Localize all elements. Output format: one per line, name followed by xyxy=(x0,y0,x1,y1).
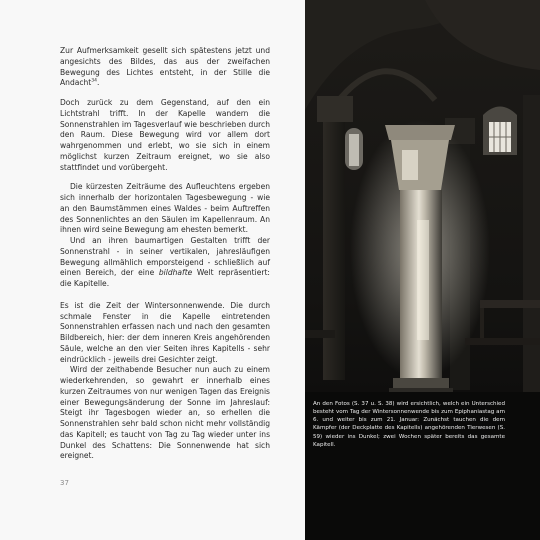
paragraph: Wird der zeithabende Besucher nun auch zu einem wiederkehrenden, so gewahrt er innerhalb eines kurzen Zeitraumes von nur wenigen Tagen das Ereignis einer Bewegungsänderung der Sonne im Jahreslauf: Steigt ihr Tagesbogen wieder an, so erhellen die Sonnenstrahlen sehr bald schon nicht mehr vollständig das Kapitell; es taucht von Tag zu Tag wieder unter ins Dunkel des Schattens: Die Sonnenwende hat sich ereignet. xyxy=(60,365,270,461)
chapel-interior-image xyxy=(305,0,540,540)
footnote-ref[interactable]: 34 xyxy=(91,78,97,84)
paragraph: Die kürzesten Zeiträume des Aufleuchtens ergeben sich innerhalb der horizontalen Tagesbewegung - wie an den Baumstämmen eines Waldes - beim Auftreffen des Sonnenlichtes an den Säulen im Kapellenraum. An ihnen wird seine Bewegung am ehesten bemerkt. xyxy=(60,182,270,235)
emphasis: bildhafte xyxy=(158,268,193,278)
paragraph: Es ist die Zeit der Wintersonnenwende. Die durch schmale Fenster in die Kapelle eintretenden Sonnenstrahlen erfassen nach und nach den gesamten Bildbereich, hier: der dem inneren Kreis angehörenden Säule, welche an den vier Seiten ihres Kapitells - sehr eindrücklich - jeweils drei Gesichter zeigt. xyxy=(60,300,270,364)
page-number: 37 xyxy=(60,479,69,487)
paragraph: Doch zurück zu dem Gegenstand, auf den ein Lichtstrahl trifft. In der Kapelle wandern die Sonnenstrahlen im Tagesverlauf wie beschrieben durch den Raum. Diese Bewegung wird vor allem dort wahrgenommen und erlebt, wo sie sich in einem möglichst kurzen Zeitraum ereignet, wo sie also stattfindet und vorübergeht. xyxy=(60,98,270,172)
body-text xyxy=(60,46,270,471)
chapel-photo xyxy=(305,0,540,540)
paragraph: Und an ihren baumartigen Gestalten trifft der Sonnenstrahl - in seiner vertikalen, jahresläufigen Bewegung allmählich emporsteigend - schließlich auf einen Bereich, der eine bildhafte Welt repräsentiert: die Kapitelle. xyxy=(60,236,270,288)
paragraph: Zur Aufmerksamkeit gesellt sich spätestens jetzt und angesichts des Bildes, das aus der zweifachen Bewegung des Lichtes entsteht, in der Stille die Andacht$^{34}$. xyxy=(60,46,270,88)
photo-caption: An den Fotos (S. 37 u. S. 38) wird ersichtlich, welch ein Unterschied besteht vom Tag der Wintersonnenwende bis zum Epiphaniastag am 6. und weiter bis zum 21. Januar: Zunächst tauchen die dem Kämpfer (der Deckplatte des Kapitells) angehörenden Tierwesen (S. 59) wieder ins Dunkel; zwei Wochen später bereits das gesamte Kapitell. xyxy=(313,401,505,448)
